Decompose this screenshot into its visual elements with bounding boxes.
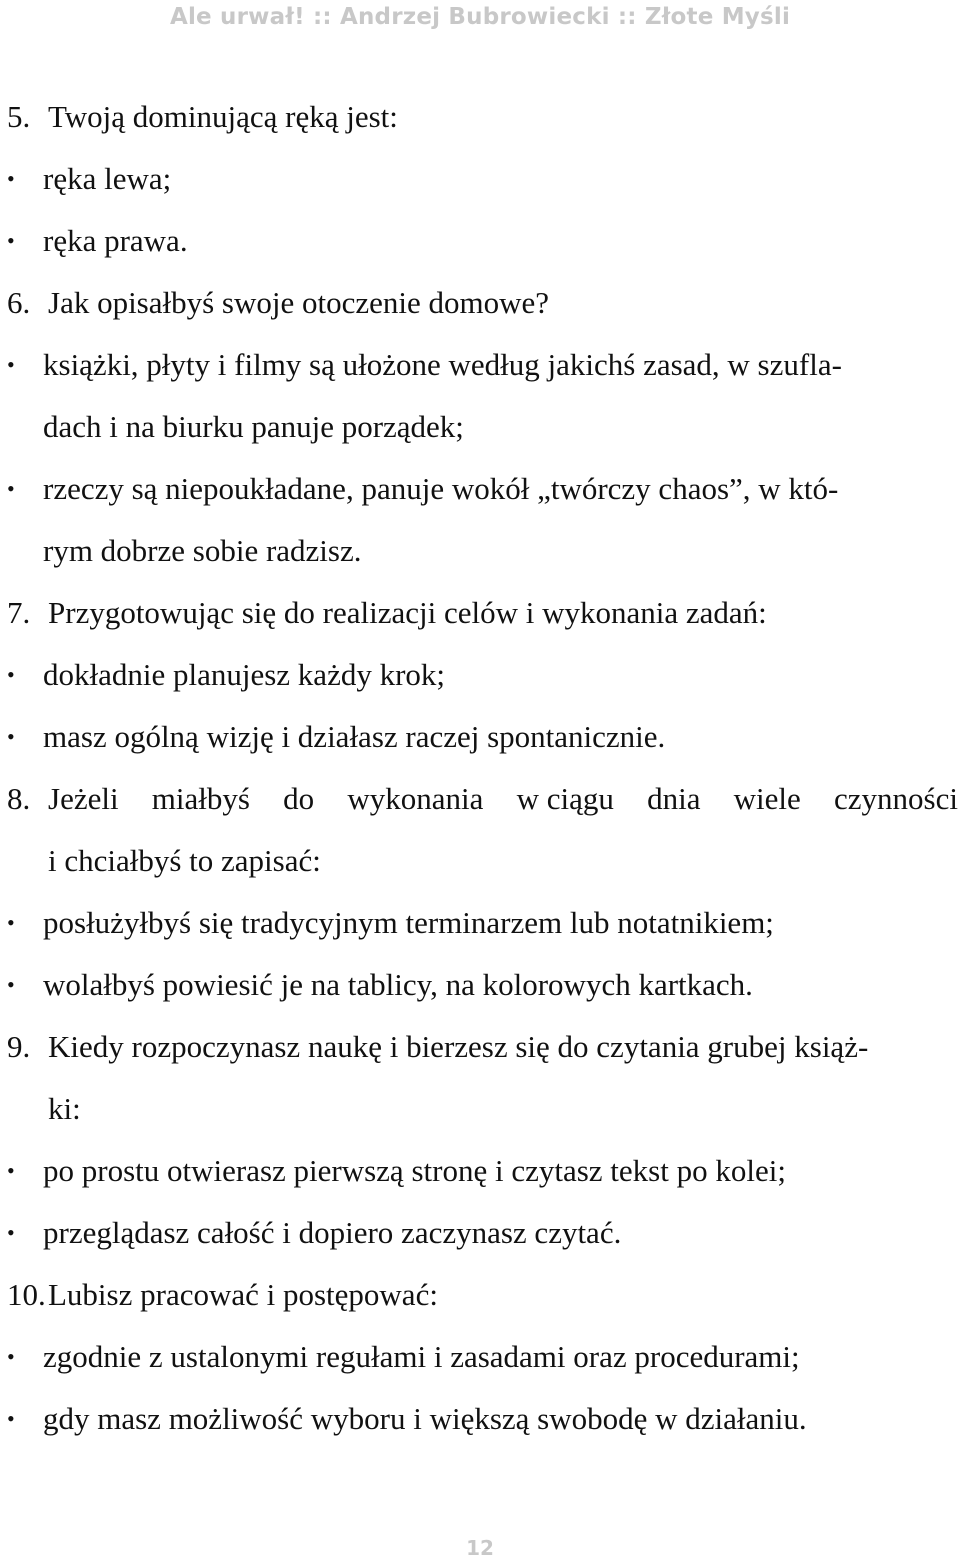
bullet-icon: •	[7, 972, 15, 997]
answer-text: po prostu otwierasz pierwszą stronę i czytasz tekst po kolei;	[43, 1153, 786, 1188]
bullet-icon: •	[7, 1406, 15, 1431]
question-word: wykonania	[347, 781, 484, 816]
answer-option	[0, 1388, 960, 1450]
answer-text: ręka lewa;	[43, 161, 172, 196]
bullet-icon: •	[7, 1158, 15, 1183]
question-number: 8.	[7, 781, 31, 816]
answer-text: ręka prawa.	[43, 223, 188, 258]
answer-text: zgodnie z ustalonymi regułami i zasadami oraz procedurami;	[43, 1339, 800, 1374]
answer-option	[0, 458, 960, 520]
page-number: 12	[466, 1536, 494, 1560]
question-continuation	[0, 1078, 960, 1140]
answer-text: dach i na biurku panuje porządek;	[43, 409, 464, 444]
answer-option	[0, 644, 960, 706]
question-number: 9.	[7, 1029, 31, 1064]
answer-text: książki, płyty i filmy są ułożone według jakichś zasad, w szufla-	[43, 347, 842, 382]
question-text: i chciałbyś to zapisać:	[48, 843, 321, 878]
question-word: wiele	[733, 781, 801, 816]
question-9	[0, 1016, 960, 1078]
question-number: 6.	[7, 285, 31, 320]
question-text: ki:	[48, 1091, 81, 1126]
bullet-icon: •	[7, 910, 15, 935]
answer-option	[0, 1326, 960, 1388]
question-word: Jeżeli	[48, 781, 119, 816]
question-continuation	[0, 830, 960, 892]
answer-text: wolałbyś powiesić je na tablicy, na kolorowych kartkach.	[43, 967, 753, 1002]
question-word: do	[283, 781, 315, 816]
question-word: czynności	[834, 781, 958, 816]
bullet-icon: •	[7, 228, 15, 253]
bullet-icon: •	[7, 166, 15, 191]
question-10	[0, 1264, 960, 1326]
question-text: Przygotowując się do realizacji celów i wykonania zadań:	[48, 595, 767, 630]
question-number: 10.	[7, 1277, 46, 1312]
bullet-icon: •	[7, 724, 15, 749]
answer-continuation	[0, 520, 960, 582]
answer-option	[0, 954, 960, 1016]
question-number: 5.	[7, 99, 31, 134]
answer-continuation	[0, 396, 960, 458]
answer-option	[0, 148, 960, 210]
bullet-icon: •	[7, 1220, 15, 1245]
bullet-icon: •	[7, 662, 15, 687]
answer-text: posłużyłbyś się tradycyjnym terminarzem lub notatnikiem;	[43, 905, 774, 940]
document-body	[0, 86, 960, 1450]
answer-text: dokładnie planujesz każdy krok;	[43, 657, 446, 692]
question-8	[0, 768, 960, 830]
question-text: Lubisz pracować i postępować:	[48, 1277, 438, 1312]
bullet-icon: •	[7, 476, 15, 501]
question-word: dnia	[647, 781, 701, 816]
bullet-icon: •	[7, 1344, 15, 1369]
question-word: miałbyś	[151, 781, 250, 816]
question-number: 7.	[7, 595, 31, 630]
question-7	[0, 582, 960, 644]
answer-option	[0, 892, 960, 954]
answer-text: gdy masz możliwość wyboru i większą swobodę w działaniu.	[43, 1401, 807, 1436]
answer-text: rzeczy są niepoukładane, panuje wokół „twórczy chaos”, w któ-	[43, 471, 839, 506]
question-word: w ciągu	[516, 781, 614, 816]
answer-text: rym dobrze sobie radzisz.	[43, 533, 362, 568]
answer-text: przeglądasz całość i dopiero zaczynasz czytać.	[43, 1215, 622, 1250]
answer-option	[0, 706, 960, 768]
answer-option	[0, 334, 960, 396]
question-text: Kiedy rozpoczynasz naukę i bierzesz się do czytania grubej książ-	[48, 1029, 869, 1064]
answer-text: masz ogólną wizję i działasz raczej spontanicznie.	[43, 719, 666, 754]
question-text: Twoją dominującą ręką jest:	[48, 99, 398, 134]
question-6	[0, 272, 960, 334]
answer-option	[0, 210, 960, 272]
question-text: Jak opisałbyś swoje otoczenie domowe?	[48, 285, 550, 320]
bullet-icon: •	[7, 352, 15, 377]
page-header: Ale urwał! :: Andrzej Bubrowiecki :: Złote Myśli	[169, 4, 791, 30]
question-text	[48, 768, 958, 830]
question-5	[0, 86, 960, 148]
answer-option	[0, 1140, 960, 1202]
answer-option	[0, 1202, 960, 1264]
